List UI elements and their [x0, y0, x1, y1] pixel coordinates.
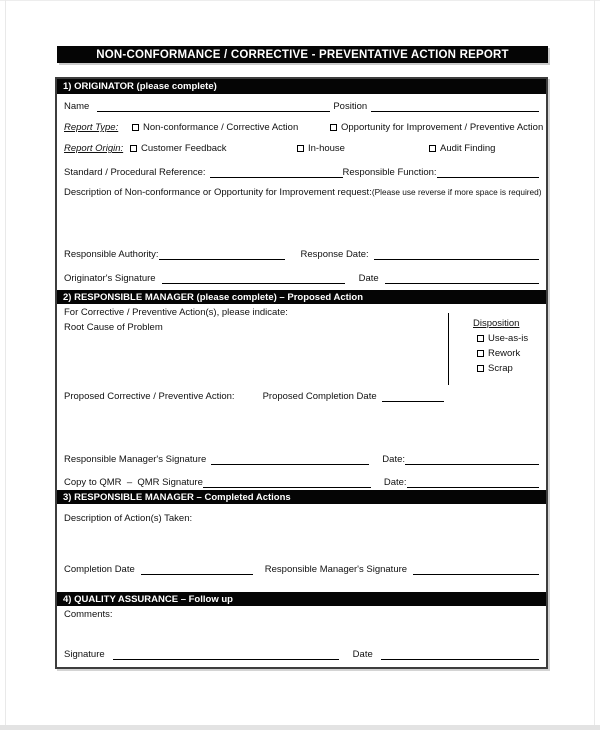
completion-date-line[interactable] [141, 564, 253, 575]
responsible-function-label: Responsible Function: [342, 167, 437, 178]
completion-manager-signature-line[interactable] [413, 564, 539, 575]
report-origin-option-2-label: In-house [308, 143, 345, 154]
qa-date-line[interactable] [381, 649, 539, 660]
standard-reference-line[interactable] [210, 167, 343, 178]
report-origin-option-3-label: Audit Finding [440, 143, 496, 154]
disposition-panel [448, 313, 543, 385]
disposition-option-2-label: Rework [488, 348, 521, 359]
position-field-line[interactable] [371, 101, 539, 112]
disposition-option-1-label: Use-as-is [488, 333, 529, 344]
completion-manager-signature-label: Responsible Manager's Signature [264, 564, 408, 575]
responsible-authority-label: Responsible Authority: [64, 249, 159, 260]
root-cause-label: Root Cause of Problem [64, 322, 163, 333]
completion-date-label: Completion Date [64, 564, 135, 575]
section-1-header: 1) ORIGINATOR (please complete) [63, 81, 217, 92]
report-origin-option-3 [429, 143, 495, 154]
responsible-authority-line[interactable] [159, 249, 285, 260]
manager-signature-label: Responsible Manager's Signature [64, 454, 207, 465]
originator-date-label: Date [358, 273, 379, 284]
proposed-action-row [64, 389, 539, 402]
document-title-bar [57, 46, 548, 63]
page-edge-left [5, 0, 6, 730]
section-3-header: 3) RESPONSIBLE MANAGER – Completed Actions [63, 491, 291, 503]
report-origin-row [64, 141, 539, 154]
page-bottom-strip [0, 725, 600, 730]
section-1-header-bar [57, 79, 546, 94]
qa-signature-line[interactable] [113, 649, 339, 660]
page-edge-top [0, 0, 600, 1]
proposed-completion-date-line[interactable] [382, 391, 444, 402]
qmr-signature-line[interactable] [203, 477, 371, 488]
section-2-header: 2) RESPONSIBLE MANAGER (please complete) – Proposed Action [63, 291, 364, 303]
section-2-header-bar [57, 290, 546, 304]
report-type-option-1 [132, 122, 298, 133]
manager-signature-row [64, 452, 539, 465]
section-2-intro: For Corrective / Preventive Action(s), please indicate: [64, 307, 288, 318]
disposition-option-3-label: Scrap [488, 363, 513, 374]
qmr-date-line[interactable] [407, 477, 539, 488]
document-title: NON-CONFORMANCE / CORRECTIVE - PREVENTATIVE ACTION REPORT [96, 48, 509, 61]
description-label: Description of Non-conformance or Opportunity for Improvement request: [64, 187, 372, 198]
actions-taken-row [64, 512, 539, 524]
checkbox-audit-finding[interactable] [429, 145, 436, 152]
proposed-action-label: Proposed Corrective / Preventive Action: [64, 391, 235, 402]
checkbox-customer-feedback[interactable] [130, 145, 137, 152]
report-type-row [64, 120, 544, 133]
checkbox-opportunity-preventive[interactable] [330, 124, 337, 131]
comments-row [64, 608, 539, 620]
comments-label: Comments: [64, 609, 113, 620]
report-origin-option-1 [130, 143, 227, 154]
section-4-header: 4) QUALITY ASSURANCE – Follow up [63, 593, 233, 605]
originator-date-line[interactable] [385, 273, 539, 284]
name-label: Name [64, 101, 90, 112]
name-position-row [64, 99, 539, 112]
responsible-authority-row [64, 247, 539, 260]
response-date-label: Response Date: [300, 249, 369, 260]
position-label: Position [333, 101, 368, 112]
completion-date-row [64, 562, 539, 575]
actions-taken-label: Description of Action(s) Taken: [64, 513, 193, 524]
disposition-option-2 [477, 348, 543, 359]
qmr-signature-label: Copy to QMR – QMR Signature [64, 477, 203, 488]
qmr-date-label: Date: [383, 477, 407, 488]
disposition-label: Disposition [473, 318, 520, 329]
disposition-option-1 [477, 333, 543, 344]
report-type-option-1-label: Non-conformance / Corrective Action [143, 122, 299, 133]
checkbox-use-as-is[interactable] [477, 335, 484, 342]
manager-signature-line[interactable] [211, 454, 369, 465]
report-type-label: Report Type: [64, 122, 119, 133]
standard-reference-label: Standard / Procedural Reference: [64, 167, 206, 178]
manager-date-line[interactable] [405, 454, 539, 465]
form-box [55, 77, 548, 669]
description-row [64, 185, 542, 198]
disposition-option-3 [477, 363, 543, 374]
report-origin-option-1-label: Customer Feedback [141, 143, 227, 154]
report-type-option-2-label: Opportunity for Improvement / Preventive Action [341, 122, 544, 133]
responsible-function-line[interactable] [437, 167, 539, 178]
originator-signature-line[interactable] [162, 273, 345, 284]
qa-signature-label: Signature [64, 649, 105, 660]
description-note: (Please use reverse if more space is required) [371, 187, 542, 197]
checkbox-in-house[interactable] [297, 145, 304, 152]
report-origin-option-2 [297, 143, 345, 154]
qa-date-label: Date [352, 649, 373, 660]
manager-date-label: Date: [382, 454, 406, 465]
section-3-header-bar [57, 490, 546, 504]
section-4-header-bar [57, 592, 546, 606]
originator-signature-label: Originator's Signature [64, 273, 156, 284]
originator-signature-row [64, 271, 539, 284]
standard-reference-row [64, 165, 539, 178]
qmr-row [64, 475, 539, 488]
checkbox-nonconformance-corrective[interactable] [132, 124, 139, 131]
report-type-option-2 [330, 122, 543, 133]
name-field-line[interactable] [97, 101, 330, 112]
checkbox-scrap[interactable] [477, 365, 484, 372]
proposed-completion-date-label: Proposed Completion Date [262, 391, 377, 402]
report-origin-label: Report Origin: [64, 143, 124, 154]
page-edge-right [594, 0, 595, 730]
response-date-line[interactable] [374, 249, 539, 260]
checkbox-rework[interactable] [477, 350, 484, 357]
qa-signature-row [64, 647, 539, 660]
